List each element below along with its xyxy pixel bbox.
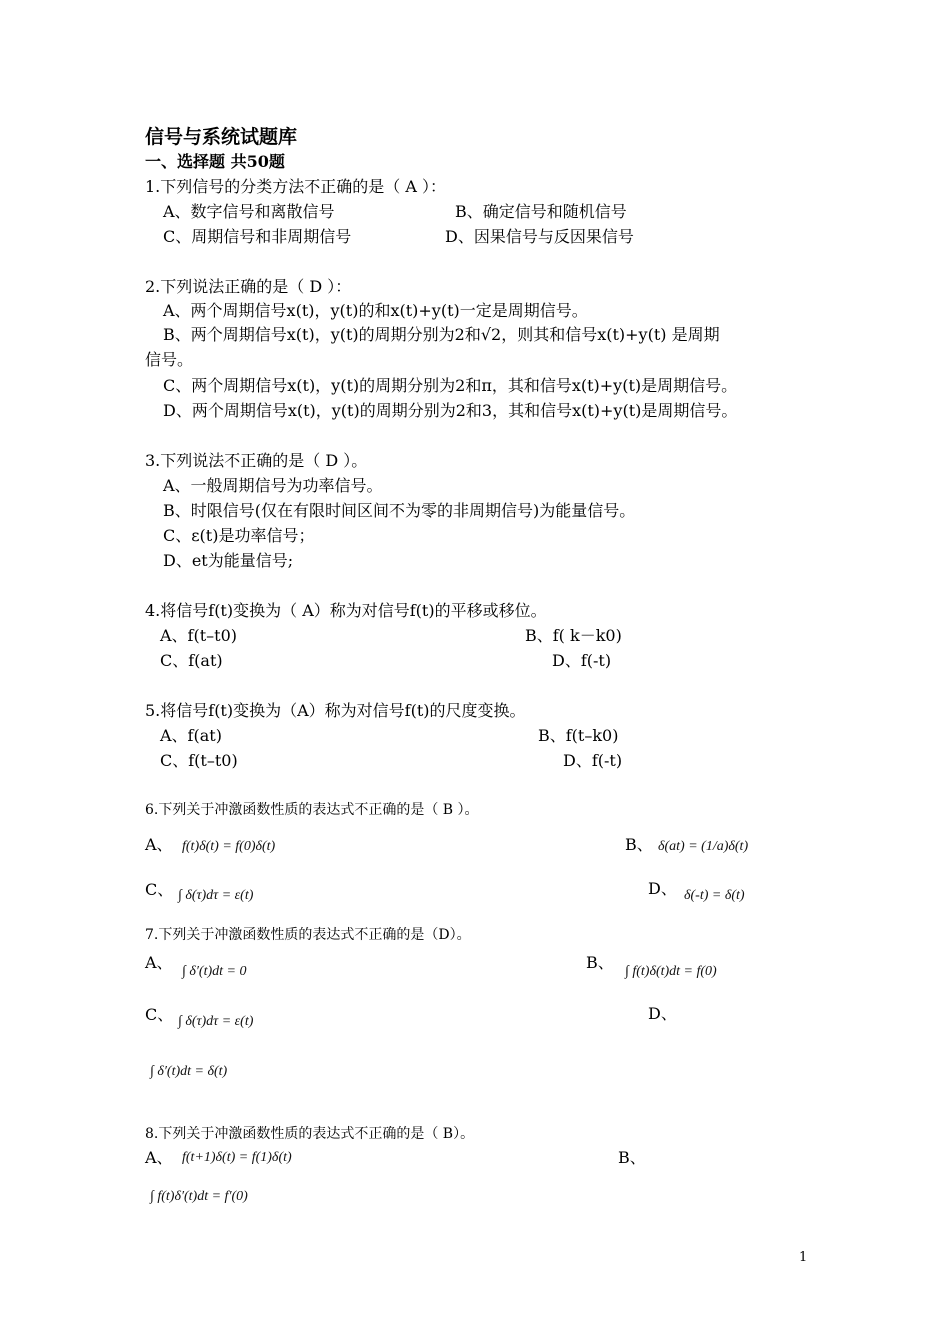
q6-option-c-label: C、: [145, 880, 174, 899]
q1-option-c: C、周期信号和非周期信号: [163, 227, 352, 246]
q8-option-a-label: A、: [145, 1148, 173, 1167]
q8-option-b-formula: ∫ f(t)δ′(t)dt = f′(0): [150, 1189, 248, 1204]
q7-option-d-formula: ∫ δ′(t)dt = δ(t): [150, 1064, 228, 1079]
q4-option-c: C、f(at): [160, 651, 223, 670]
q3-option-d: D、et为能量信号;: [163, 551, 294, 570]
q6-option-a-label: A、: [145, 835, 173, 854]
section-heading: 一、选择题 共50题: [145, 152, 285, 171]
q5-stem: 5.将信号f(t)变换为（A）称为对信号f(t)的尺度变换。: [145, 701, 526, 720]
q6-option-b-formula: δ(at) = (1/a)δ(t): [658, 839, 749, 854]
q2-option-c: C、两个周期信号x(t)，y(t)的周期分别为2和π，其和信号x(t)+y(t)是周期信号。: [163, 376, 738, 395]
q3-stem: 3.下列说法不正确的是（ D ）。: [145, 451, 368, 470]
q6-stem: 6.下列关于冲激函数性质的表达式不正确的是（ B ）。: [145, 802, 479, 818]
q4-option-d: D、f(-t): [552, 651, 612, 670]
q5-option-d: D、f(-t): [563, 751, 623, 770]
document-title: 信号与系统试题库: [145, 126, 298, 148]
q7-option-a-label: A、: [145, 953, 173, 972]
q6-option-b-label: B、: [625, 835, 653, 854]
q3-option-c: C、ε(t)是功率信号；: [163, 526, 315, 545]
page-number: 1: [799, 1250, 808, 1265]
q7-option-d-label: D、: [648, 1004, 677, 1023]
q7-option-c-label: C、: [145, 1005, 174, 1024]
q2-option-a: A、两个周期信号x(t)，y(t)的和x(t)+y(t)一定是周期信号。: [163, 301, 588, 320]
q6-option-d-label: D、: [648, 879, 677, 898]
q5-option-a: A、f(at): [160, 726, 222, 745]
q7-option-a-formula: ∫ δ′(t)dt = 0: [182, 964, 247, 979]
q2-option-d: D、两个周期信号x(t)，y(t)的周期分别为2和3，其和信号x(t)+y(t)是周期信号。: [163, 401, 738, 420]
q4-stem: 4.将信号f(t)变换为（ A）称为对信号f(t)的平移或移位。: [145, 601, 547, 620]
q8-stem: 8.下列关于冲激函数性质的表达式不正确的是（ B）。: [145, 1126, 475, 1142]
q8-option-b-label: B、: [618, 1148, 646, 1167]
q2-stem: 2.下列说法正确的是（ D ）：: [145, 277, 352, 296]
q2-option-b-line2: 信号。: [145, 350, 194, 369]
q3-option-b: B、时限信号(仅在有限时间区间不为零的非周期信号)为能量信号。: [163, 501, 636, 520]
q5-option-b: B、f(t–k0): [538, 726, 619, 745]
q1-option-a: A、数字信号和离散信号: [163, 202, 335, 221]
q8-option-a-formula: f(t+1)δ(t) = f(1)δ(t): [182, 1150, 292, 1165]
q2-option-b-line1: B、两个周期信号x(t)，y(t)的周期分别为2和√2，则其和信号x(t)+y(t) 是周期: [163, 325, 720, 344]
q7-option-b-label: B、: [586, 953, 614, 972]
q1-stem: 1.下列信号的分类方法不正确的是（ A ）：: [145, 177, 446, 196]
q1-option-b: B、确定信号和随机信号: [455, 202, 627, 221]
q1-option-d: D、因果信号与反因果信号: [445, 227, 634, 246]
q6-option-c-formula: ∫ δ(τ)dτ = ε(t): [178, 888, 254, 903]
q5-option-c: C、f(t–t0): [160, 751, 238, 770]
q7-option-b-formula: ∫ f(t)δ(t)dt = f(0): [625, 964, 717, 979]
q7-option-c-formula: ∫ δ(τ)dτ = ε(t): [178, 1014, 254, 1029]
q7-stem: 7.下列关于冲激函数性质的表达式不正确的是（D）。: [145, 927, 471, 943]
q4-option-a: A、f(t–t0): [160, 626, 238, 645]
q4-option-b: B、f( k－k0): [525, 626, 622, 645]
q6-option-a-formula: f(t)δ(t) = f(0)δ(t): [182, 839, 276, 854]
q6-option-d-formula: δ(-t) = δ(t): [684, 888, 745, 903]
q3-option-a: A、一般周期信号为功率信号。: [163, 476, 383, 495]
